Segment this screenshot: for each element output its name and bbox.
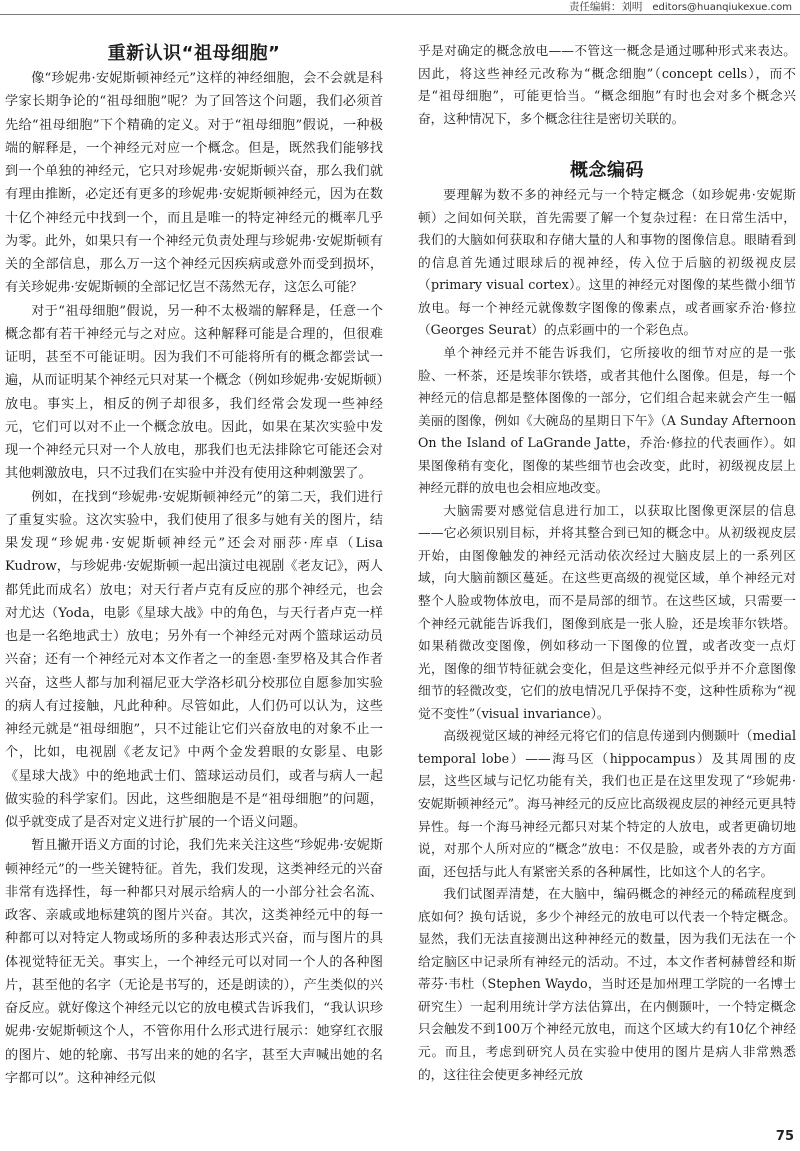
page-header xyxy=(0,0,800,15)
right-column xyxy=(418,40,796,1086)
editor-email[interactable]: editors@huanqiukexue.com xyxy=(652,2,792,13)
paragraph: 例如，在找到“珍妮弗·安妮斯顿神经元”的第二天，我们进行了重复实验。这次实验中，我们使用了很多与她有关的图片，结果发现“珍妮弗·安妮斯顿神经元”还会对丽莎·库卓（Lisa Kudrow，与珍妮弗·安妮斯顿一起出演过电视剧《老友记》，两人都凭此而成名）放电；对天行者卢克有反应的那个神经元，也会对尤达（Yoda，电影《星球大战》中的角色，与天行者卢克一样也是一名绝地武士）放电；另外有一个神经元对两个篮球运动员兴奋；还有一个神经元对本文作者之一的奎恩·奎罗格及其合作者兴奋，这些人都与加利福尼亚大学洛杉矶分校那位自愿参加实验的病人有过接触，凡此种种。尽管如此，人们仍可以认为，这些神经元就是“祖母细胞”，只不过能让它们兴奋放电的对象不止一个，比如，电视剧《老友记》中两个金发碧眼的女影星、电影《星球大战》中的绝地武士们、篮球运动员们，或者与病人一起做实验的科学家们。因此，这些细胞是不是“祖母细胞”的问题，似乎就变成了是否对定义进行扩展的一个语义问题。 xyxy=(5,489,383,830)
paragraph: 大脑需要对感觉信息进行加工，以获取比图像更深层的信息——它必须识别目标，并将其整合到已知的概念中。从初级视皮层开始，由图像触发的神经元活动依次经过大脑皮层上的一系列区域，向大脑前额区蔓延。在这些更高级的视觉区域，单个神经元对整个人脸或物体放电，而不是局部的细节。在这些区域，只需要一个神经元就能告诉我们，图像到底是一张人脸，还是埃菲尔铁塔。如果稍微改变图像，例如移动一下图像的位置，或者改变一点灯光，图像的细节特征就会变化，但是这些神经元似乎并不介意图像细节的轻微改变，它们的放电情况几乎保持不变，这种性质称为“视觉不变性”（visual invariance）。 xyxy=(418,502,796,721)
left-column xyxy=(5,40,383,1090)
paragraph: 对于“祖母细胞”假说，另一种不太极端的解释是，任意一个概念都有若干神经元与之对应。这种解释可能是合理的，但很难证明，甚至不可能证明。因为我们不可能将所有的概念都尝试一遍，从而证明某个神经元只对某一个概念（例如珍妮弗·安妮斯顿）放电。事实上，相反的例子却很多，我们经常会发现一些神经元，它们可以对不止一个概念放电。因此，如果在某次实验中发现一个神经元只对一个人放电，那我们也无法排除它可能还会对其他刺激放电，只不过我们在实验中并没有使用这种刺激罢了。 xyxy=(5,303,383,482)
header-credits xyxy=(569,0,792,14)
paragraph: 我们试图弄清楚，在大脑中，编码概念的神经元的稀疏程度到底如何？换句话说，多少个神经元的放电可以代表一个特定概念。显然，我们无法直接测出这种神经元的数量，因为我们无法在一个给定脑区中记录所有神经元的活动。不过，本文作者柯赫曾经和斯蒂芬·韦杜（Stephen Waydo，当时还是加州理工学院的一名博士研究生）一起利用统计学方法估算出，在内侧颞叶，一个特定概念只会触发不到100万个神经元放电，而这个区域大约有10亿个神经元。而且，考虑到研究人员在实验中使用的图片是病人非常熟悉的，这往往会使更多神经元放 xyxy=(418,886,796,1082)
paragraph-continuation: 乎是对确定的概念放电——不管这一概念是通过哪种形式来表达。因此，将这些神经元改称为“概念细胞”（concept cells），而不是“祖母细胞”，可能更恰当。“概念细胞”有时也会对多个概念兴奋，这种情况下，多个概念往往是密切关联的。 xyxy=(418,43,796,126)
section-title-concept-coding: 概念编码 xyxy=(570,160,644,182)
paragraph: 单个神经元并不能告诉我们，它所接收的细节对应的是一张脸、一杯茶，还是埃菲尔铁塔，或者其他什么图像。但是，每一个神经元的信息都是整体图像的一部分，它们组合起来就会产生一幅美丽的图像，例如《大碗岛的星期日下午》（A Sunday Afternoon On the Island of LaGrande Jatte，乔治·修拉的代表画作）。如果图像稍有变化，图像的某些细节也会改变，此时，初级视皮层上神经元群的放电也会相应地改变。 xyxy=(418,345,796,496)
paragraph: 要理解为数不多的神经元与一个特定概念（如珍妮弗·安妮斯顿）之间如何关联，首先需要了解一个复杂过程：在日常生活中，我们的大脑如何获取和存储大量的人和事物的图像信息。眼睛看到的信息首先通过眼球后的视神经，传入位于后脑的初级视皮层（primary visual cortex）。这里的神经元对图像的某些微小细节放电。每一个神经元就像数字图像的像素点，或者画家乔治·修拉（Georges Seurat）的点彩画中的一个彩色点。 xyxy=(418,187,796,338)
paragraph: 像“珍妮弗·安妮斯顿神经元”这样的神经细胞，会不会就是科学家长期争论的“祖母细胞”呢？为了回答这个问题，我们必须首先给“祖母细胞”下个精确的定义。对于“祖母细胞”假说，一种极端的解释是，一个神经元对应一个概念。但是，既然我们能够找到一个单独的神经元，它只对珍妮弗·安妮斯顿兴奋，那么我们就有理由推断，必定还有更多的珍妮弗·安妮斯顿神经元，因为在数十亿个神经元中找到一个，而且是唯一的特定神经元的概率几乎为零。此外，如果只有一个神经元负责处理与珍妮弗·安妮斯顿有关的全部信息，那么万一这个神经元因疾病或意外而受到损坏，有关珍妮弗·安妮斯顿的全部记忆岂不荡然无存，这怎么可能？ xyxy=(5,71,383,296)
paragraph: 高级视觉区域的神经元将它们的信息传递到内侧颞叶（medial temporal lobe）——海马区（hippocampus）及其周围的皮层，这些区域与记忆功能有关，我们也正是在这里发现了“珍妮弗·安妮斯顿神经元”。海马神经元的反应比高级视皮层的神经元更具特异性。每一个海马神经元都只对某个特定的人放电，或者更确切地说，对那个人所对应的“概念”放电：不仅是脸，或者外表的方方面面，还包括与此人有紧密关系的各种属性，比如这个人的名字。 xyxy=(418,728,796,879)
page-number: 75 xyxy=(775,1129,794,1144)
paragraph: 暂且撇开语义方面的讨论，我们先来关注这些“珍妮弗·安妮斯顿神经元”的一些关键特征。首先，我们发现，这类神经元的兴奋非常有选择性，每一种都只对展示给病人的一小部分社会名流、政客、亲戚或地标建筑的图片兴奋。其次，这类神经元中的每一种都可以对特定人物或场所的多种表达形式兴奋，而与图片的具体视觉特征无关。事实上，一个神经元可以对同一个人的各种图片，甚至他的名字（无论是书写的，还是朗读的），产生类似的兴奋反应。就好像这个神经元以它的放电模式告诉我们，“我认识珍妮弗·安妮斯顿这个人，不管你用什么形式进行展示：她穿红衣服的图片、她的轮廓、书写出来的她的名字，甚至大声喊出她的名字都可以”。这种神经元似 xyxy=(5,838,383,1086)
editor-credit: 责任编辑：刘明 xyxy=(568,1,643,13)
section-title-grandmother-cell: 重新认识“祖母细胞” xyxy=(107,43,281,64)
section-spacer xyxy=(418,130,796,157)
